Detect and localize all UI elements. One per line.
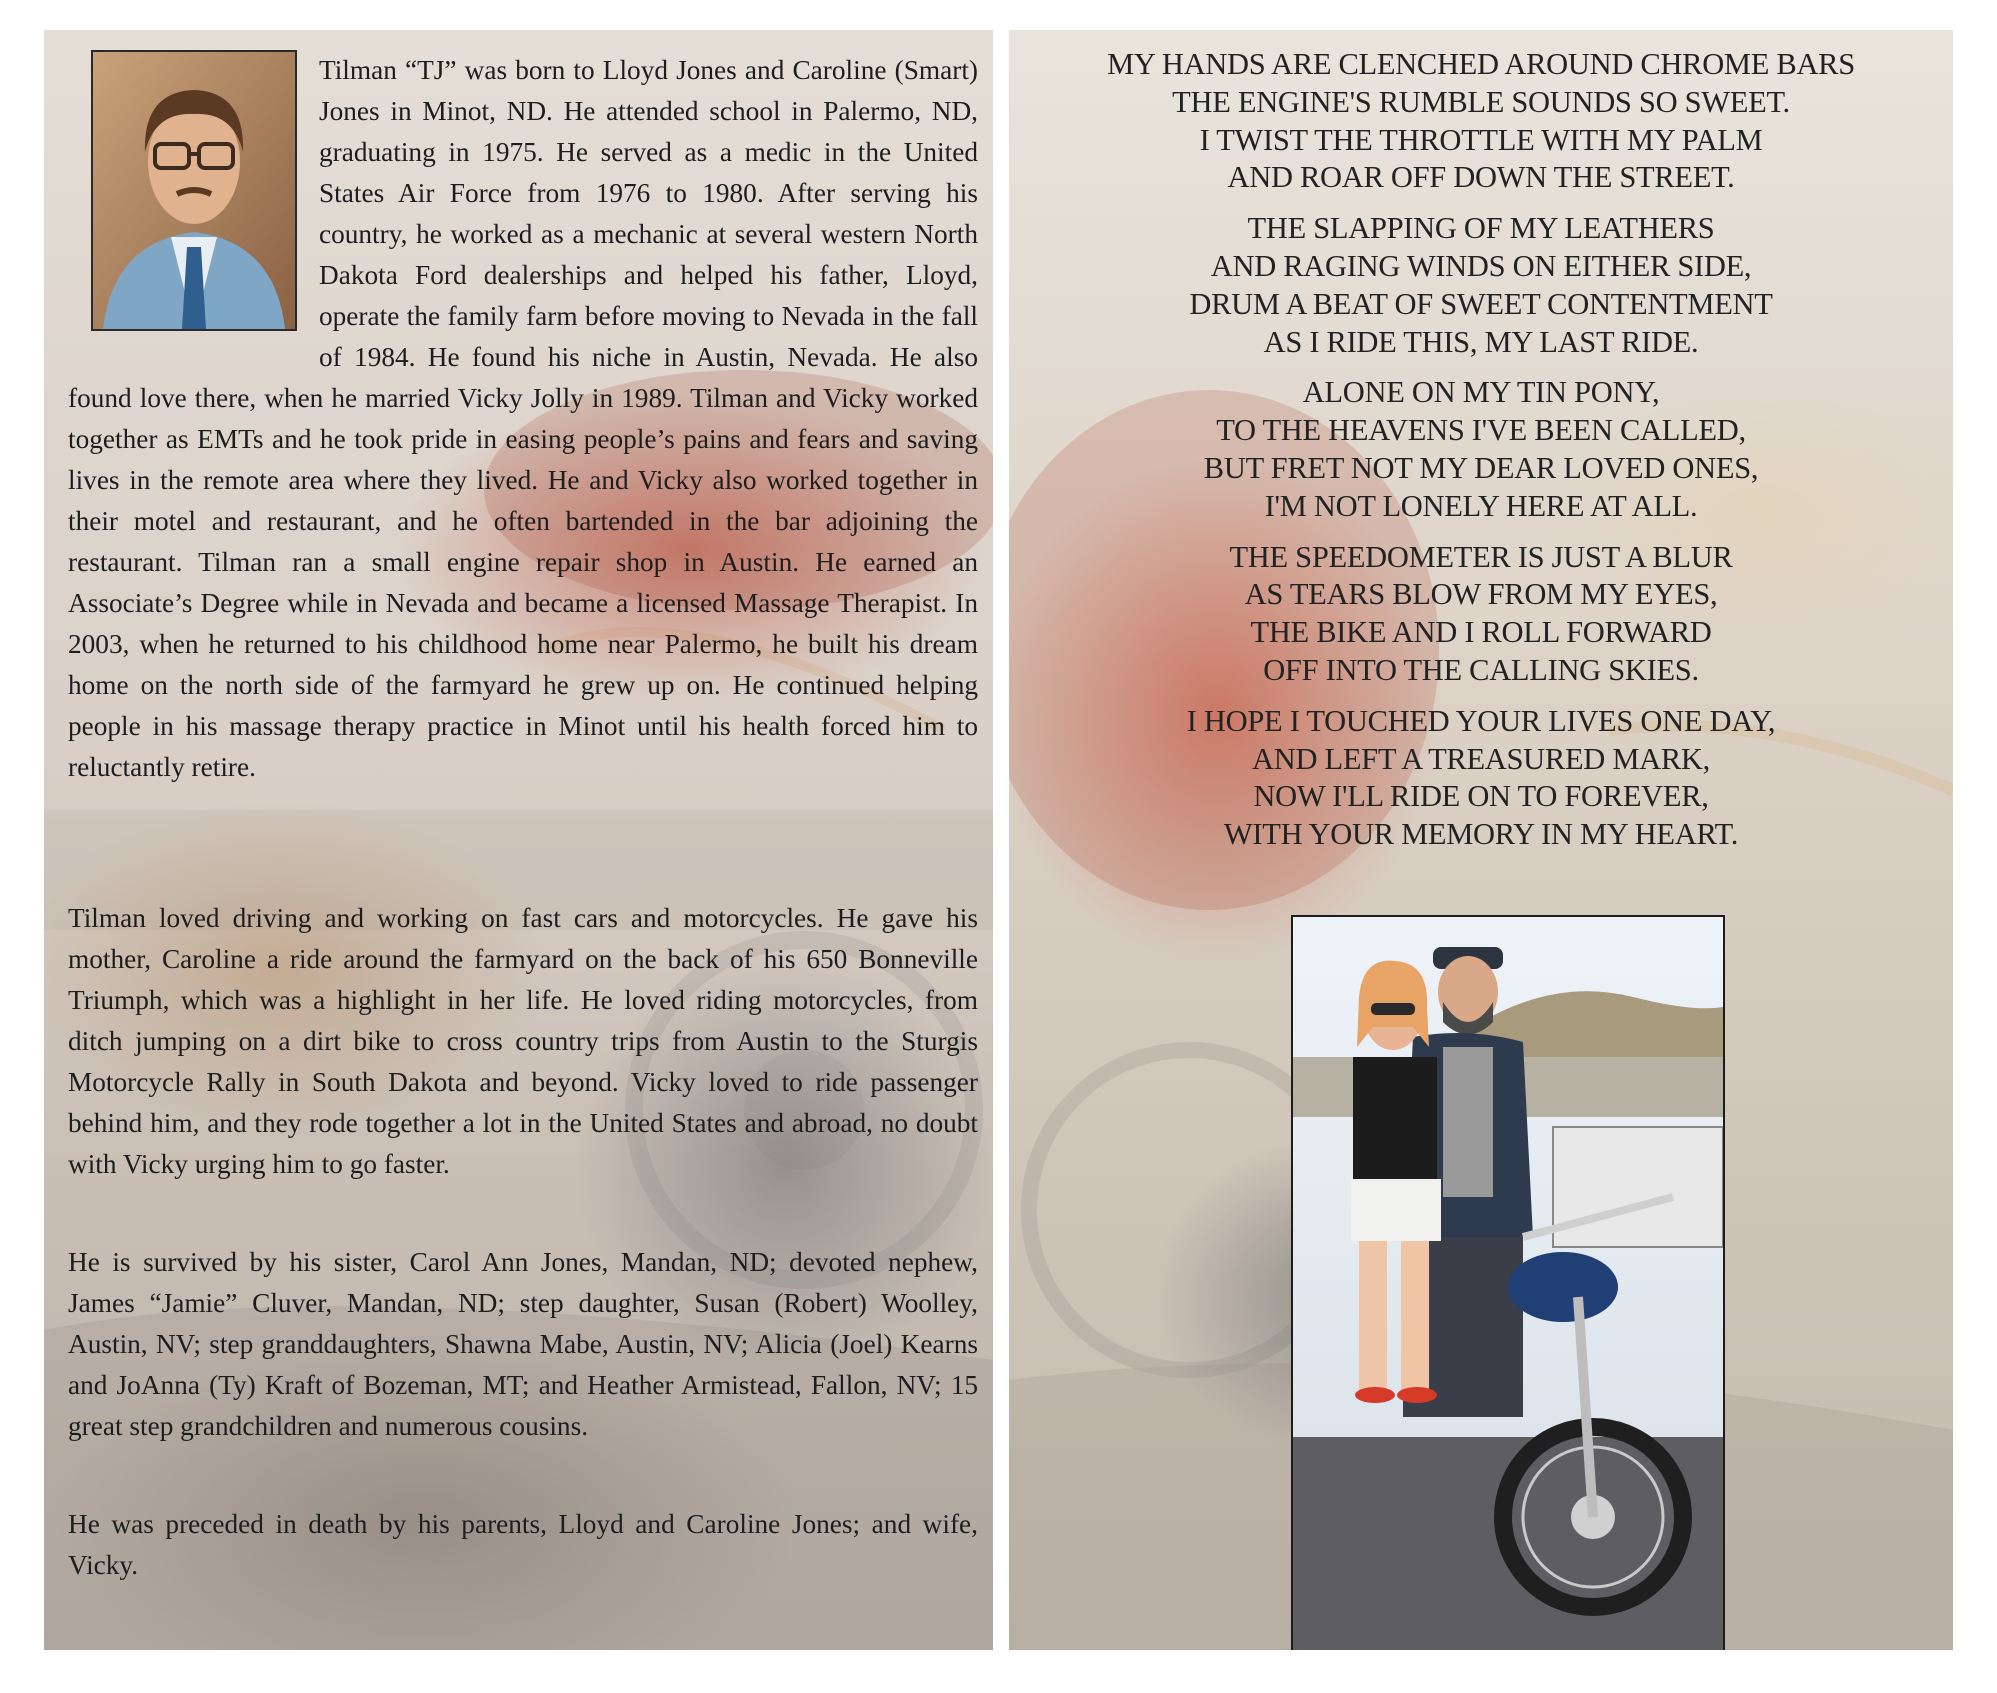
left-panel — [44, 30, 993, 1650]
poem-line: I TWIST THE THROTTLE WITH MY PALM — [1199, 122, 1763, 157]
biography-paragraph-1 — [68, 50, 978, 788]
poem-line: AS I RIDE THIS, MY LAST RIDE. — [1263, 324, 1699, 359]
poem-line: THE ENGINE'S RUMBLE SOUNDS SO SWEET. — [1172, 84, 1790, 119]
poem-line: AND ROAR OFF DOWN THE STREET. — [1227, 160, 1735, 195]
poem-stanza-5 — [1009, 703, 1953, 854]
poem-line: THE BIKE AND I ROLL FORWARD — [1250, 615, 1712, 650]
poem-line: I'M NOT LONELY HERE AT ALL. — [1264, 488, 1698, 523]
poem-line: WITH YOUR MEMORY IN MY HEART. — [1223, 817, 1739, 852]
poem-stanza-4 — [1009, 539, 1953, 690]
couple-photo-image — [1293, 917, 1723, 1650]
poem-line: MY HANDS ARE CLENCHED AROUND CHROME BARS — [1107, 47, 1855, 81]
biography-text-1: Tilman “TJ” was born to Lloyd Jones and Caroline (Smart) Jones in Minot, ND. He attended school in Palermo, ND, graduating in 1975. He served as a medic in the United States Air Force from 1976 to 1980. After serving his country, he worked as a mechanic at several western North Dakota Ford dealerships and helped his father, Lloyd, operate the family farm before moving to Nevada in the fall of 1984. He found his niche in Austin, Nevada. He also found love there, when he married Vicky Jolly in 1989. Tilman and Vicky worked together as EMTs and he took pride in easing people’s pains and fears and saving lives in the remote area where they lived. He and Vicky also worked together in their motel and restaurant, and he often bartended in the bar adjoining the restaurant. Tilman ran a small engine repair shop in Austin. He earned an Associate’s Degree while in Nevada and became a licensed Massage Therapist. In 2003, when he returned to his childhood home near Palermo, he built his dream home on the north side of the farmyard he grew up on. He continued helping people in his massage therapy practice in Minot until his health forced him to reluctantly retire. — [68, 55, 978, 782]
right-panel — [1009, 30, 1953, 1650]
poem-line: ALONE ON MY TIN PONY, — [1302, 375, 1660, 410]
poem-line: TO THE HEAVENS I'VE BEEN CALLED, — [1216, 413, 1746, 448]
survived-by-text: He is survived by his sister, Carol Ann Jones, Mandan, ND; devoted nephew, James “Jamie” Cluver, Mandan, ND; step daughter, Susan (Robert) Woolley, Austin, NV; step granddaughters, Shawna Mabe, Austin, NV; Alicia (Joel) Kearns and JoAnna (Ty) Kraft of Bozeman, MT; and Heather Armistead, Fallon, NV; 15 great step grandchildren and numerous cousins. — [68, 1247, 978, 1441]
biography-paragraph-2 — [68, 898, 978, 1185]
poem-line: OFF INTO THE CALLING SKIES. — [1263, 652, 1699, 687]
survived-by-paragraph — [68, 1242, 978, 1447]
poem-line: DRUM A BEAT OF SWEET CONTENTMENT — [1189, 286, 1773, 321]
couple-with-motorcycle-photo — [1291, 915, 1725, 1650]
memorial-poem — [1009, 46, 1953, 867]
preceded-by-paragraph — [68, 1504, 978, 1586]
poem-stanza-2 — [1009, 210, 1953, 361]
poem-line: I HOPE I TOUCHED YOUR LIVES ONE DAY, — [1186, 703, 1776, 738]
poem-line: AS TEARS BLOW FROM MY EYES, — [1244, 577, 1718, 612]
poem-stanza-1 — [1009, 46, 1953, 197]
poem-line: AND RAGING WINDS ON EITHER SIDE, — [1210, 248, 1752, 283]
poem-line: BUT FRET NOT MY DEAR LOVED ONES, — [1203, 450, 1759, 485]
poem-stanza-3 — [1009, 374, 1953, 525]
preceded-by-text: He was preceded in death by his parents, Lloyd and Caroline Jones; and wife, Vicky. — [68, 1509, 978, 1580]
poem-line: THE SLAPPING OF MY LEATHERS — [1247, 211, 1715, 246]
biography-text-2: Tilman loved driving and working on fast cars and motorcycles. He gave his mother, Caroline a ride around the farmyard on the back of his 650 Bonneville Triumph, which was a highlight in her life. He loved riding motorcycles, from ditch jumping on a dirt bike to cross country trips from Austin to the Sturgis Motorcycle Rally in South Dakota and beyond. Vicky loved to ride passenger behind him, and they rode together a lot in the United States and abroad, no doubt with Vicky urging him to go faster. — [68, 903, 978, 1179]
poem-line: NOW I'LL RIDE ON TO FOREVER, — [1253, 779, 1709, 814]
poem-line: THE SPEEDOMETER IS JUST A BLUR — [1229, 539, 1733, 574]
poem-line: AND LEFT A TREASURED MARK, — [1252, 741, 1710, 776]
